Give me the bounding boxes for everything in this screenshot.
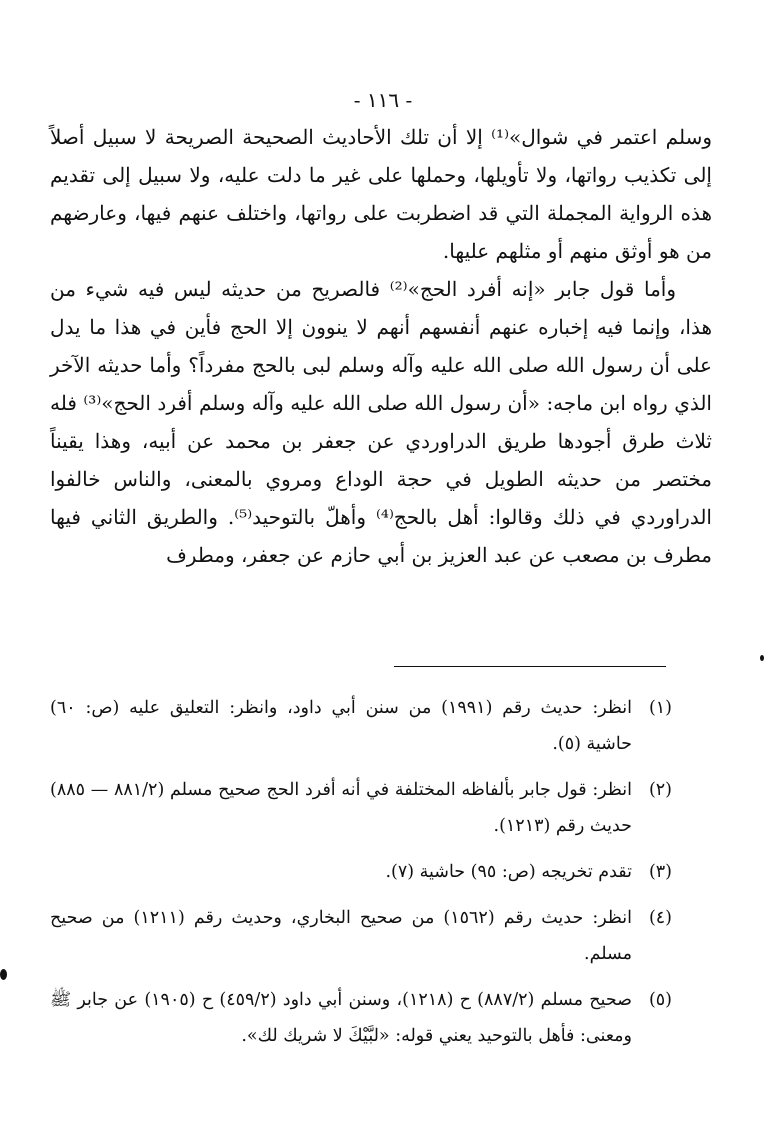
scan-mark-bottom: [0, 969, 7, 980]
footnote-number: (١): [648, 698, 672, 718]
footnote-text: انظر: حديث رقم (١٥٦٢) من صحيح البخاري، وحديث رقم (١٢١١) من صحيح مسلم.: [50, 908, 632, 964]
footnote-1: [50, 690, 672, 762]
footnote-text: انظر: حديث رقم (١٩٩١) من سنن أبي داود، وانظر: التعليق عليه (ص: ٦٠) حاشية (٥).: [50, 698, 632, 754]
footnote-number: (٥): [648, 990, 672, 1010]
scan-mark-top: [760, 655, 764, 661]
footnote-text: انظر: قول جابر بألفاظه المختلفة في أنه أفرد الحج صحيح مسلم (٨٨١/٢ — ٨٨٥) حديث رقم (١٢١٣).: [50, 780, 632, 836]
footnote-2: [50, 772, 672, 844]
footnote-4: [50, 900, 672, 972]
footnote-text: تقدم تخريجه (ص: ٩٥) حاشية (٧).: [385, 862, 632, 882]
footnote-5: [50, 982, 672, 1054]
paragraph-1: وسلم اعتمر في شوال»⁽¹⁾ إلا أن تلك الأحاديث الصحيحة الصريحة لا سبيل أصلاً إلى تكذيب رواتها، ولا تأويلها، وحملها على غير ما دلت عليه، ولا سبيل إلى تقديم هذه الرواية المجملة التي قد اضطربت على رواتها، واختلف عنهم فيها، وعارضهم من هو أوثق منهم أو مثلهم عليها.: [50, 125, 713, 263]
main-text: [50, 118, 712, 574]
footnotes: [50, 690, 672, 1064]
footnote-3: [50, 854, 672, 890]
paragraph-2: وأما قول جابر «إنه أفرد الحج»⁽²⁾ فالصريح من حديثه ليس فيه شيء من هذا، وإنما فيه إخباره عنهم أنفسهم أنهم لا ينوون إلا الحج فأين في هذا ما يدل على أن رسول الله صلى الله عليه وآله وسلم لبى بالحج مفرداً؟ وأما حديثه الآخر الذي رواه ابن ماجه: «أن رسول الله صلى الله عليه وآله وسلم أفرد الحج»⁽³⁾ فله ثلاث طرق أجودها طريق الدراوردي عن جعفر بن محمد عن أبيه، وهذا يقيناً مختصر من حديثه الطويل في حجة الوداع ومروي بالمعنى، والناس خالفوا الدراوردي في ذلك وقالوا: أهل بالحج⁽⁴⁾ وأهلّ بالتوحيد⁽⁵⁾. والطريق الثاني فيها مطرف بن مصعب عن عبد العزيز بن أبي حازم عن جعفر، ومطرف: [50, 277, 712, 567]
footnote-number: (٢): [648, 780, 672, 800]
footnote-number: (٤): [648, 908, 672, 928]
footnote-text: صحيح مسلم (٨٨٧/٢) ح (١٢١٨)، وسنن أبي داود (٤٥٩/٢) ح (١٩٠٥) عن جابر ﷺ ومعنى: فأهل بالتوحيد يعني قوله: «لبَّيْكَ لا شريك لك».: [50, 990, 632, 1046]
footnote-divider: [394, 666, 666, 667]
footnote-number: (٣): [648, 862, 672, 882]
page-number: - ١١٦ -: [353, 88, 413, 112]
